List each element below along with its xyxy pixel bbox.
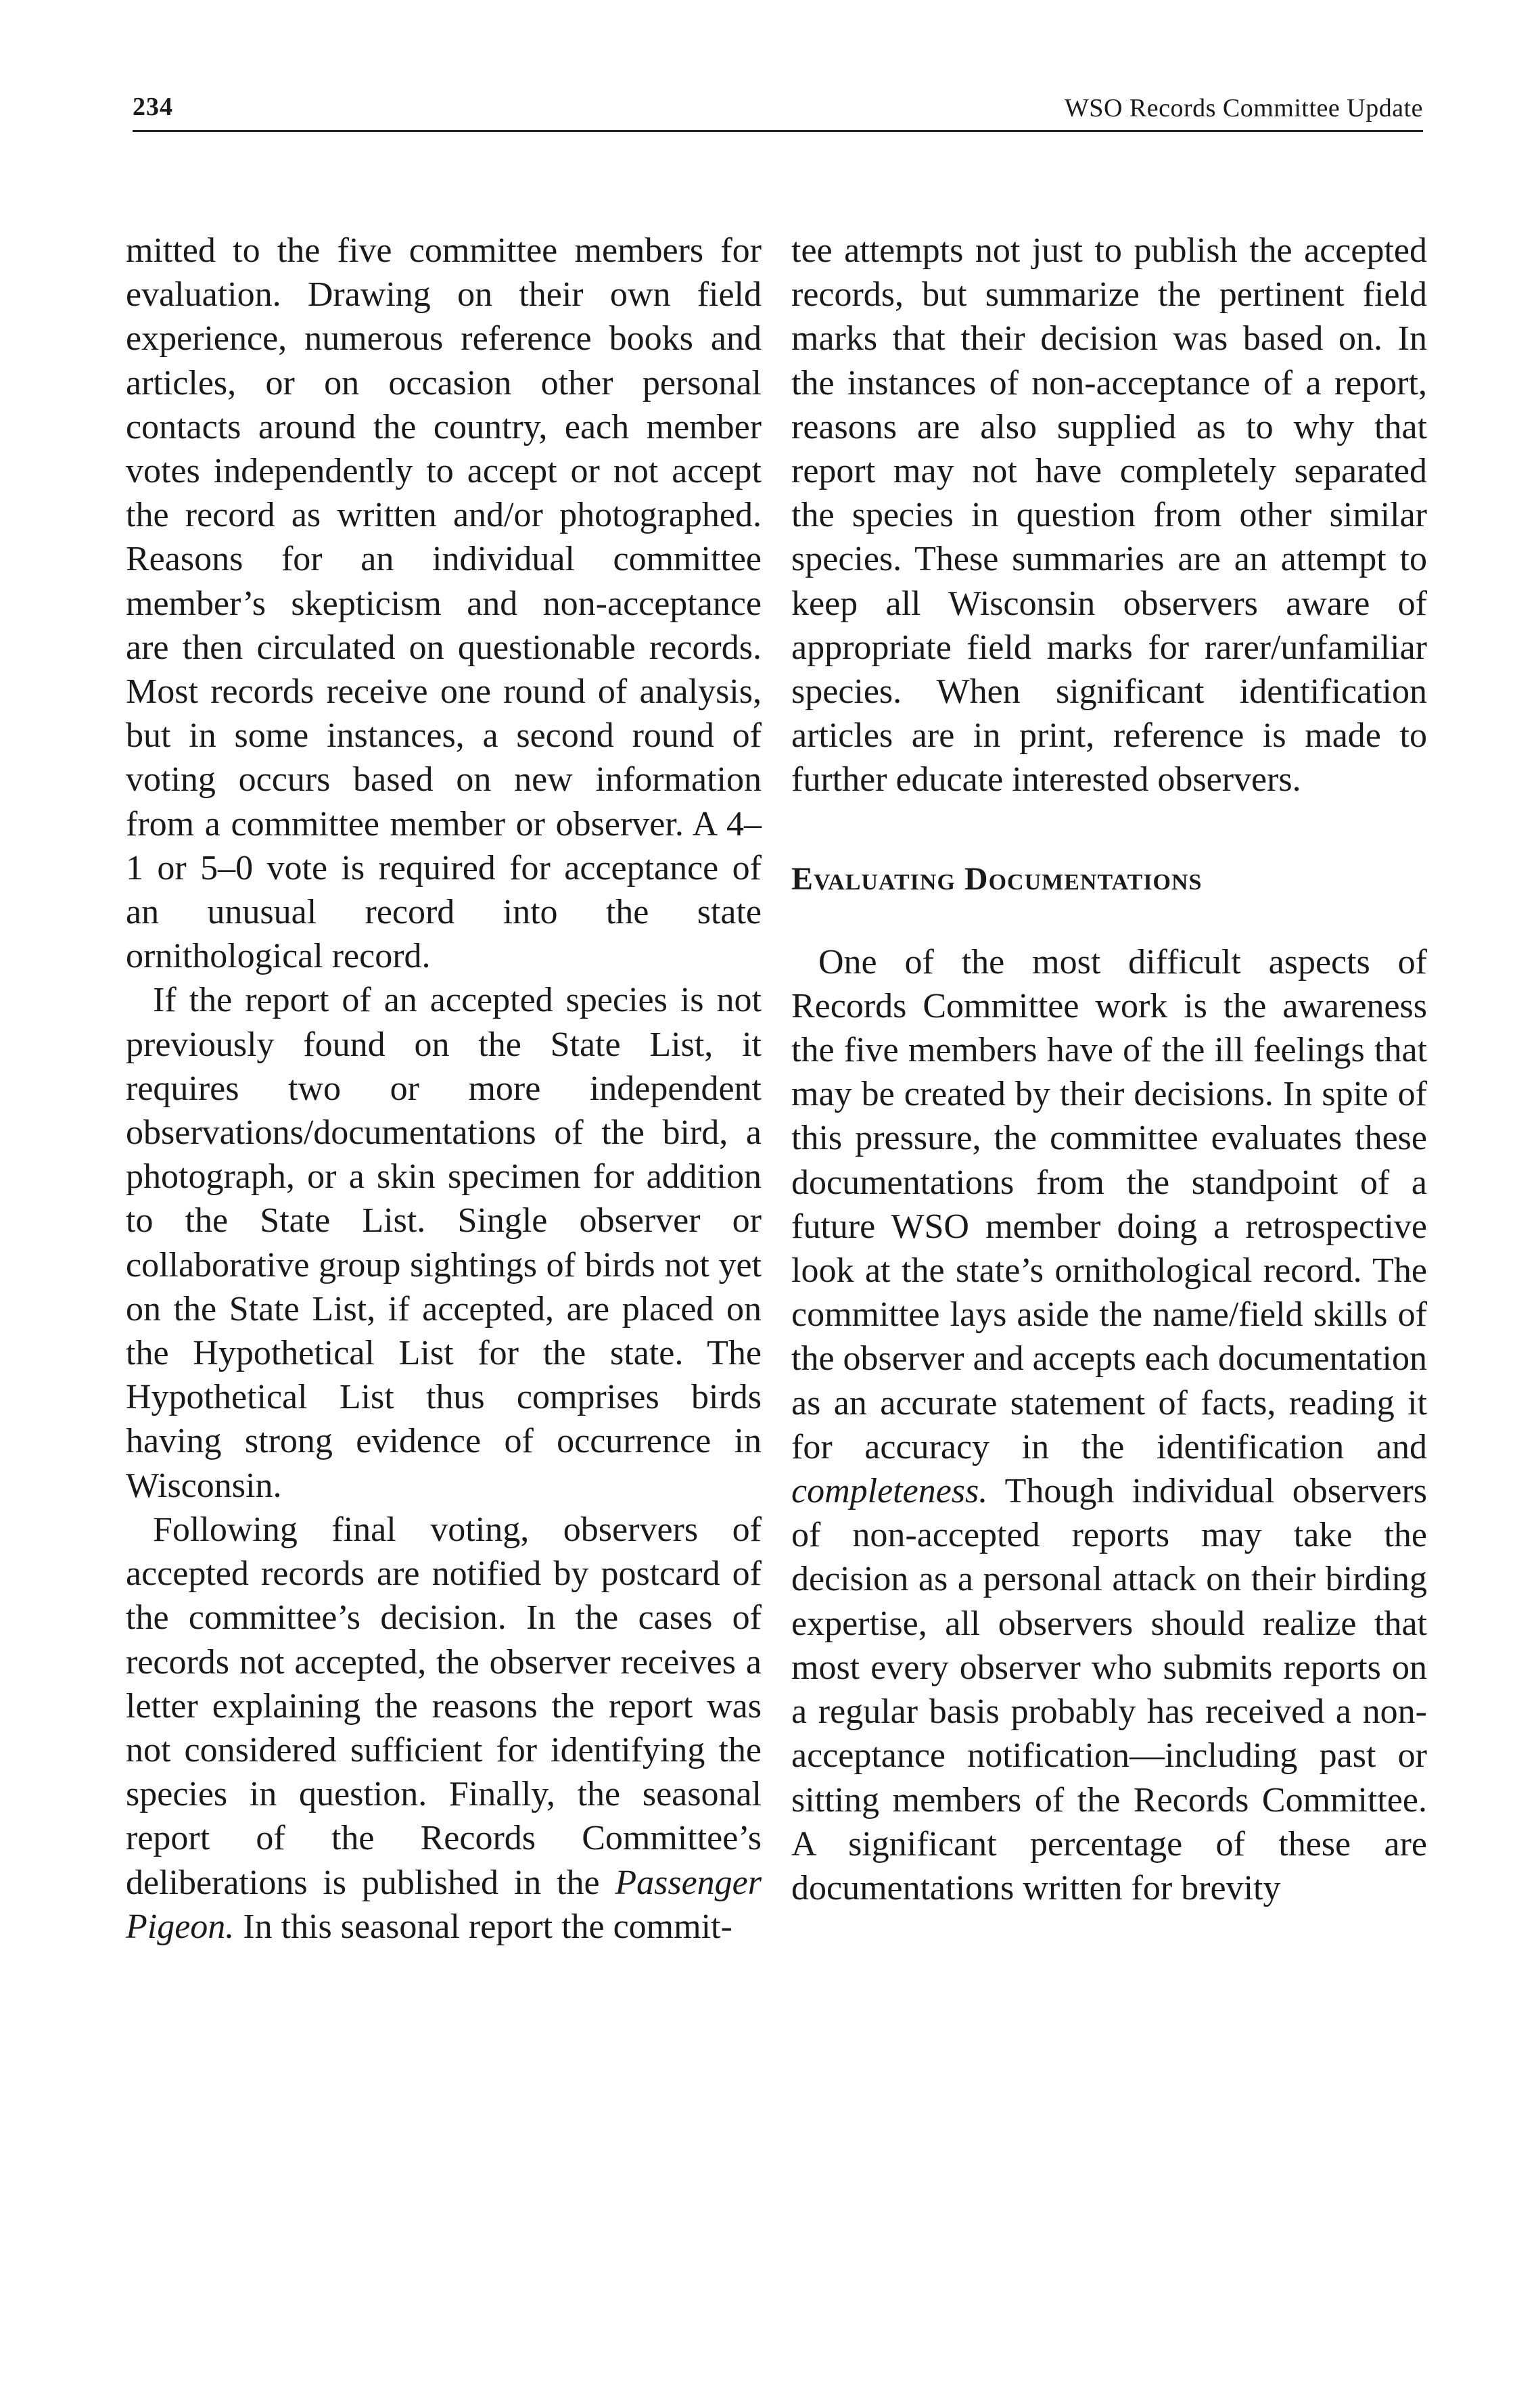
paragraph-state-list <box>126 978 762 1507</box>
paragraph-summaries <box>791 229 1427 802</box>
paragraph-evaluation-process <box>126 229 762 978</box>
page-number: 234 <box>133 93 173 121</box>
paragraph-text: In this seasonal report the commit- <box>234 1907 732 1946</box>
section-heading: Evaluating Documentations <box>791 860 1203 897</box>
paragraph-text: tee attempts not just to publish the accepted records, but summarize the pertinent field marks that their decision was based on. In the instances of non-acceptance of a report, reasons are also supplied as to why that report may not have completely separated the species in question from other similar species. These summaries are an attempt to keep all Wisconsin observers aware of appropriate field marks for rarer/unfamiliar species. When significant identification articles are in print, reference is made to further educate interested observers. <box>791 231 1427 800</box>
journal-title: WSO Records Committee Update <box>1064 94 1423 122</box>
paragraph-notification <box>126 1508 762 1949</box>
paragraph-evaluating-documentations <box>791 940 1427 1910</box>
paragraph-text: Though individual observers of non-accepted reports may take the decision as a personal attack on their birding expertise, all observers should realize that most every observer who submits reports on a regular basis probably has received a non-acceptance notification—including past or sitting members of the Records Committee. A significant percentage of these are documentations written for brevity <box>791 1472 1427 1907</box>
paragraph-text: mitted to the five committee members for evaluation. Drawing on their own field experience, numerous reference books and articles, or on occasion other personal contacts around the country, each member votes independently to accept or not accept the record as written and/or photographed. Reasons for an individual committee member’s skepticism and non-acceptance are then circulated on questionable records. Most records receive one round of analysis, but in some instances, a second round of voting occurs based on new information from a committee member or observer. A 4–1 or 5–0 vote is required for acceptance of an unusual record into the state ornithological record. <box>126 231 762 976</box>
running-head <box>133 87 1423 132</box>
paragraph-text: Following final voting, observers of accepted records are notified by postcard of the committee’s decision. In the cases of records not accepted, the observer receives a letter explaining the reasons the report was not considered sufficient for identifying the species in question. Finally, the seasonal report of the Records Committee’s deliberations is published in the <box>126 1510 762 1902</box>
paragraph-text: If the report of an accepted species is not previously found on the State List, it requires two or more independent observations/documentations of the bird, a photograph, or a skin specimen for addition to the State List. Single observer or collaborative group sightings of birds not yet on the State List, if accepted, are placed on the Hypothetical List for the state. The Hypothetical List thus comprises birds having strong evidence of occurrence in Wisconsin. <box>126 981 762 1505</box>
journal-name-italic: Passenger Pigeon. <box>126 1863 762 1946</box>
left-column <box>126 229 762 1949</box>
right-column <box>791 229 1427 1910</box>
completeness-italic: completeness. <box>791 1472 988 1511</box>
paragraph-text: One of the most difficult aspects of Records Committee work is the awareness the five members have of the ill feelings that may be created by their decisions. In spite of this pressure, the committee evaluates these documentations from the standpoint of a future WSO member doing a retrospective look at the state’s ornithological record. The committee lays aside the name/field skills of the observer and accepts each documentation as an accurate statement of facts, reading it for accuracy in the identification and <box>791 942 1427 1466</box>
